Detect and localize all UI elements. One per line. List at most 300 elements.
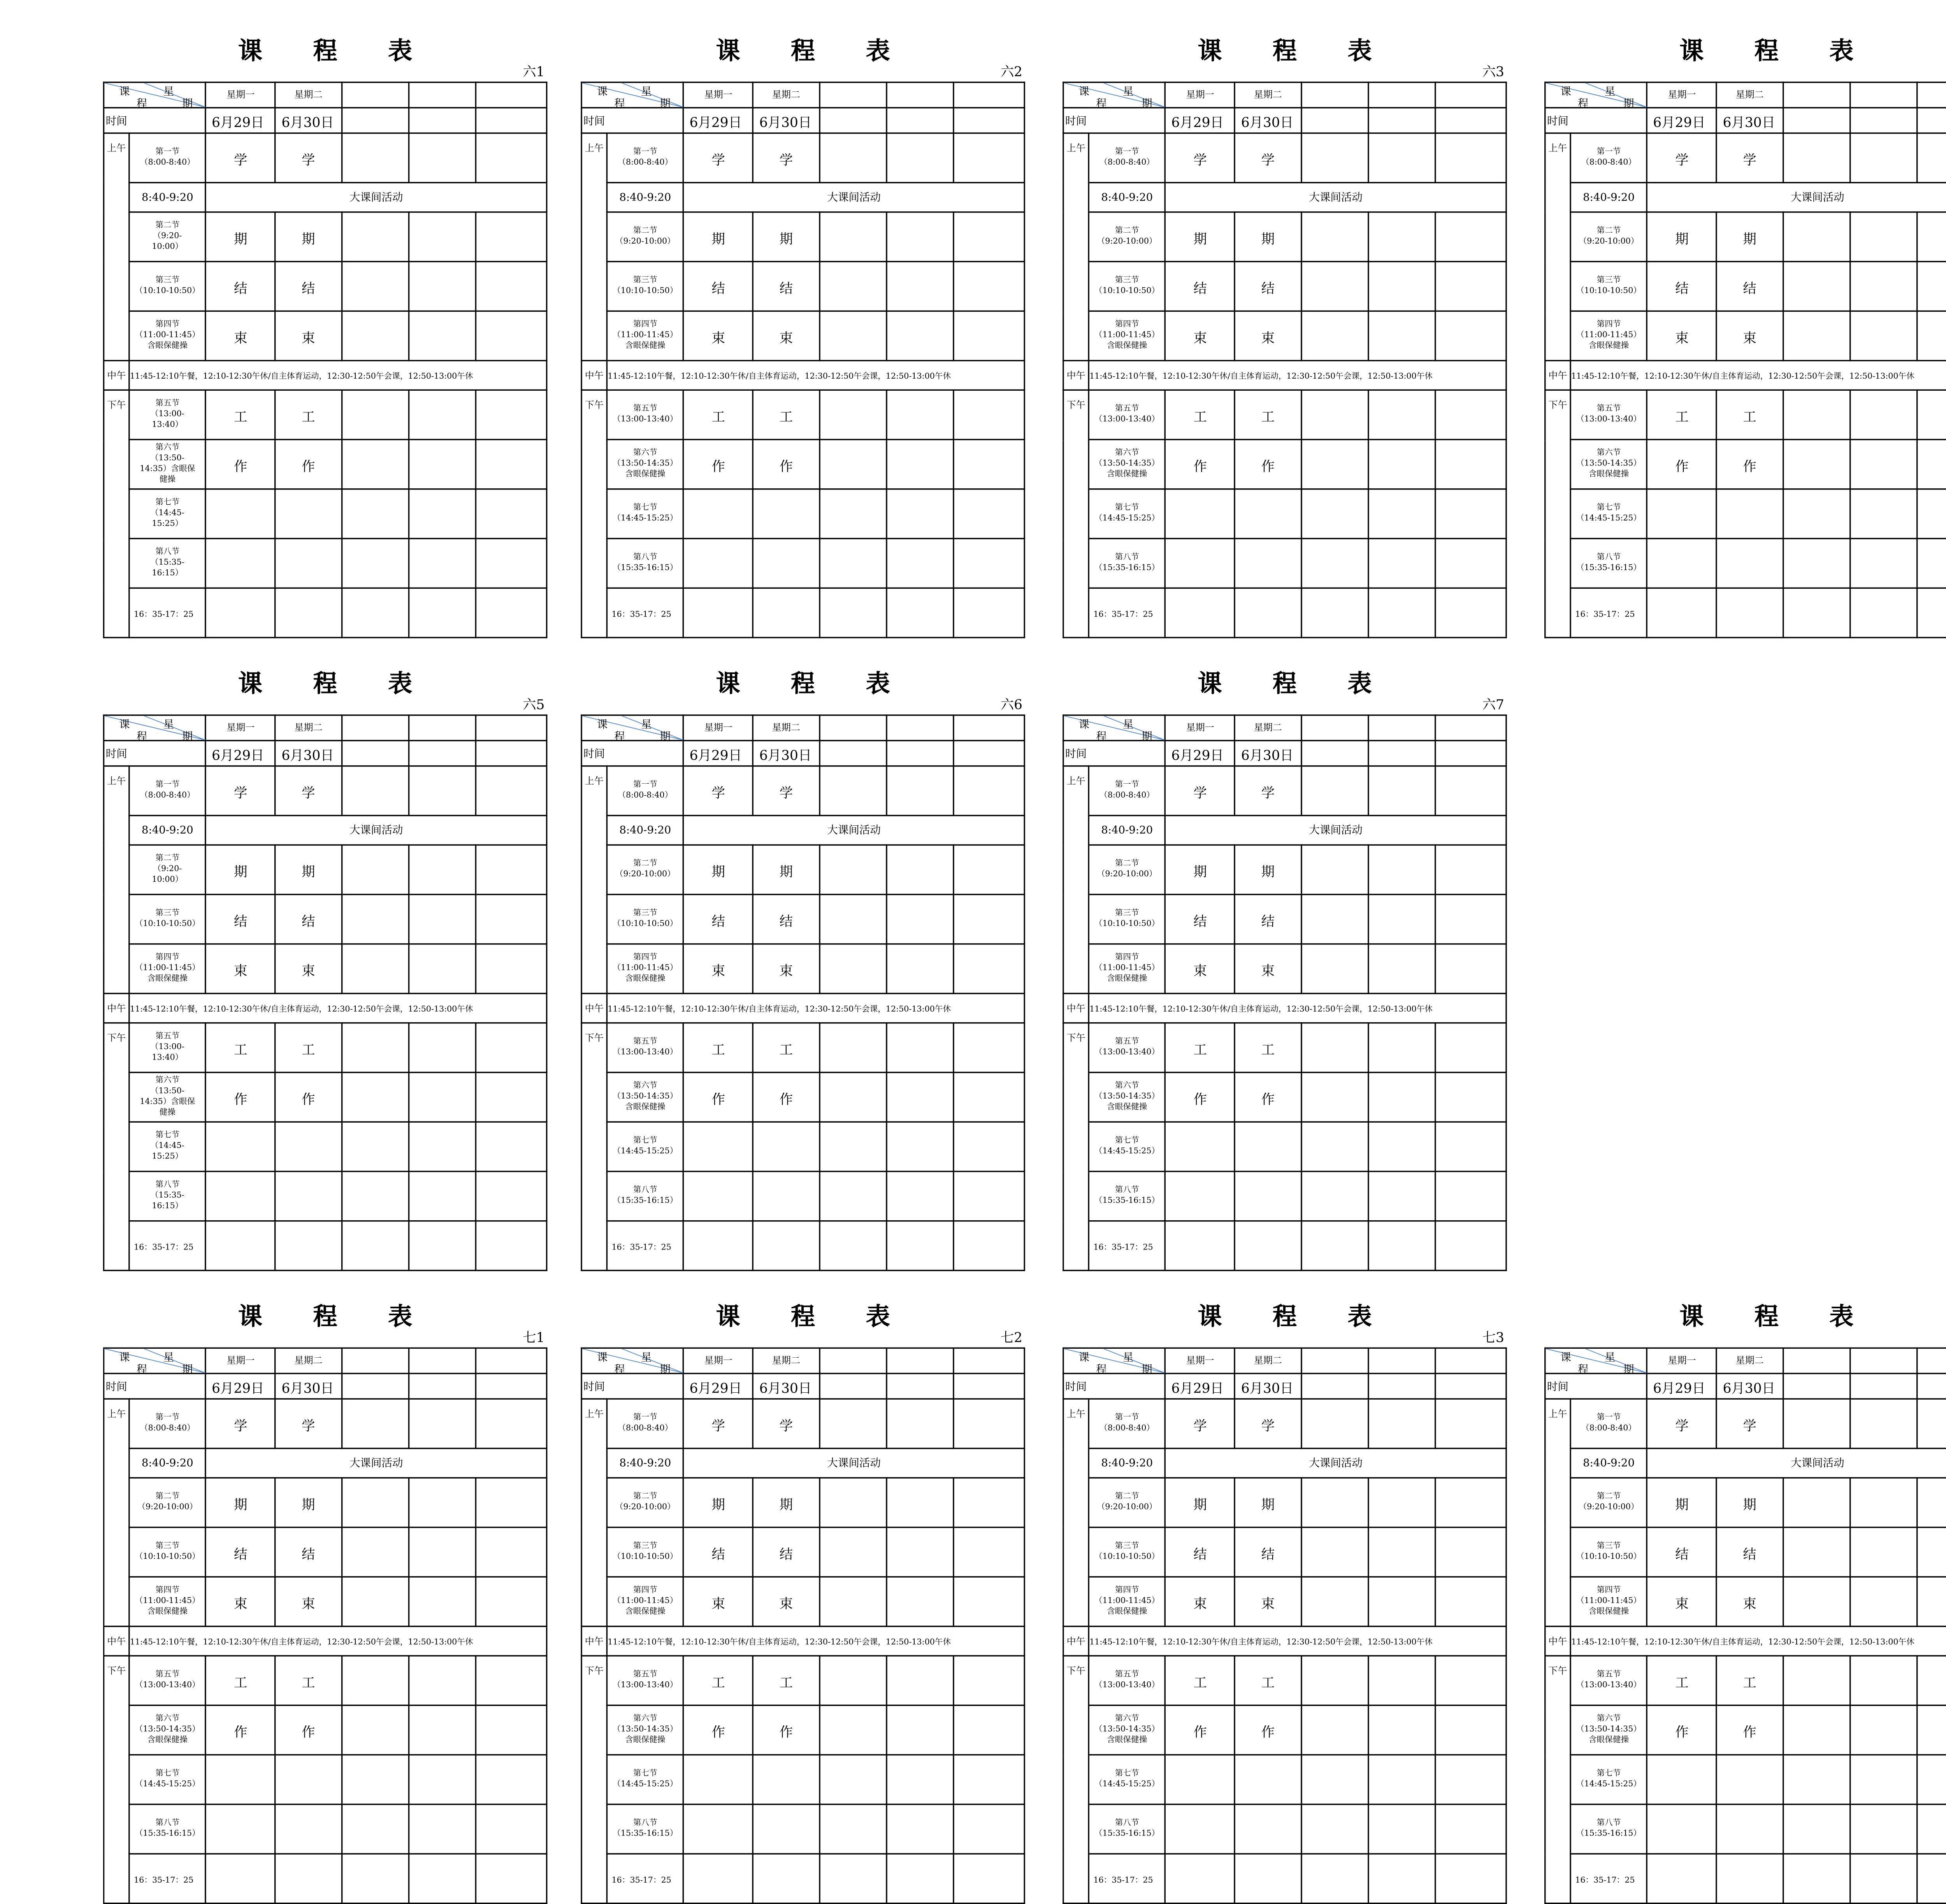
after-school-row: [104, 588, 546, 637]
mark-cell: 结: [1165, 261, 1235, 311]
empty-cell: [953, 766, 1024, 816]
day-header-3: [1850, 82, 1917, 107]
corner-qi: 期: [182, 730, 193, 743]
empty-cell: [341, 1171, 408, 1221]
empty-cell: [476, 766, 547, 816]
time-label: 时间: [104, 1374, 205, 1399]
afternoon-side-label: 下午: [1063, 1656, 1089, 1903]
empty-cell: [341, 766, 408, 816]
empty-cell: [476, 1023, 547, 1072]
mark-cell: 结: [1647, 1527, 1717, 1577]
break-time: 8:40-9:20: [1089, 1448, 1165, 1478]
empty-cell: [1368, 895, 1435, 944]
lesson-label-p2: 第二节 （9:20- 10:00）: [129, 845, 206, 894]
class-code: 七3: [1482, 1331, 1504, 1346]
date-cell-4: [953, 1374, 1024, 1399]
empty-cell: [886, 1122, 953, 1171]
mark-cell: 作: [1165, 1705, 1235, 1755]
corner-xing: 星: [163, 86, 174, 98]
date-cell-2: [341, 108, 408, 133]
empty-cell: [341, 1804, 408, 1854]
empty-cell: [341, 261, 408, 311]
mark-cell: 工: [1165, 390, 1235, 439]
lesson-row-p4: [1063, 1577, 1506, 1626]
mark-cell: 学: [206, 766, 276, 816]
empty-cell: [886, 944, 953, 993]
empty-cell: [886, 261, 953, 311]
schedule-title: 课程表: [1198, 670, 1423, 698]
header-days-row: [581, 1348, 1024, 1373]
lesson-label-p8: 第八节 （15:35-16:15）: [607, 1804, 684, 1854]
lesson-label-p4: 第四节 （11:00-11:45） 含眼保健操: [129, 1577, 206, 1626]
empty-cell: [953, 1527, 1024, 1577]
lesson-label-p5: 第五节 （13:00- 13:40）: [129, 390, 206, 439]
noon-side-label: 中午: [1063, 993, 1089, 1023]
mark-cell: 学: [276, 766, 341, 816]
lesson-label-p7: 第七节 （14:45-15:25）: [607, 1755, 684, 1804]
mark-cell: 学: [1165, 1399, 1235, 1448]
lesson-label-p2: 第二节 （9:20-10:00）: [1570, 212, 1647, 261]
empty-cell: [276, 539, 341, 588]
schedule-title: 课程表: [716, 670, 941, 698]
empty-cell: [683, 489, 753, 539]
lesson-row-p1: [581, 766, 1024, 816]
lesson-label-p1: 第一节 （8:00-8:40）: [1570, 1399, 1647, 1448]
empty-cell: [408, 539, 475, 588]
empty-cell: [1435, 489, 1506, 539]
lesson-row-p5: [1063, 1656, 1506, 1705]
day-header-0: 星期一: [683, 1348, 753, 1373]
timetable-grid: [1063, 1348, 1507, 1904]
lesson-label-p5: 第五节 （13:00-13:40）: [1570, 390, 1647, 439]
lesson-row-p4: [1545, 311, 1946, 360]
timetable-grid: [103, 1348, 548, 1904]
lesson-label-p4: 第四节 （11:00-11:45） 含眼保健操: [607, 311, 684, 360]
empty-cell: [886, 133, 953, 183]
lesson-label-p3: 第三节 （10:10-10:50）: [607, 895, 684, 944]
lesson-row-p7: [104, 489, 546, 539]
empty-cell: [1368, 1478, 1435, 1527]
date-cell-0: 6月29日: [1647, 108, 1717, 133]
mark-cell: 作: [206, 1705, 276, 1755]
empty-cell: [1435, 588, 1506, 637]
empty-cell: [408, 588, 475, 637]
lesson-row-p5: [1545, 390, 1946, 439]
mark-cell: 期: [683, 1478, 753, 1527]
lesson-row-p4: [104, 1577, 546, 1626]
corner-ke: 课: [119, 718, 130, 731]
lesson-row-p4: [104, 944, 546, 993]
mark-cell: 期: [683, 845, 753, 894]
empty-cell: [1717, 588, 1783, 637]
mark-cell: 工: [1717, 390, 1783, 439]
empty-cell: [408, 440, 475, 489]
date-cell-3: [1850, 108, 1917, 133]
empty-cell: [1717, 1755, 1783, 1804]
header-corner: [104, 1348, 205, 1376]
empty-cell: [476, 440, 547, 489]
date-cell-1: 6月30日: [1717, 108, 1783, 133]
noon-side-label: 中午: [104, 993, 129, 1023]
mark-cell: 期: [1165, 1478, 1235, 1527]
date-cell-3: [1850, 1374, 1917, 1399]
date-cell-4: [1917, 1374, 1946, 1399]
class-code: 七2: [1000, 1331, 1023, 1346]
empty-cell: [953, 489, 1024, 539]
lesson-label-p7: 第七节 （14:45-15:25）: [1089, 1755, 1165, 1804]
empty-cell: [886, 440, 953, 489]
mark-cell: 期: [1165, 212, 1235, 261]
break-time: 8:40-9:20: [129, 816, 206, 845]
mark-cell: 作: [1165, 440, 1235, 489]
mark-cell: 期: [276, 845, 341, 894]
mark-cell: 学: [276, 1399, 341, 1448]
empty-cell: [886, 212, 953, 261]
empty-cell: [1917, 261, 1946, 311]
noon-schedule-text: 11:45-12:10午餐，12:10-12:30午休/自主体育运动，12:30-12:50午会课，12:50-13:00午休: [607, 993, 1025, 1023]
empty-cell: [886, 1171, 953, 1221]
empty-cell: [753, 1221, 819, 1271]
morning-side-label: 上午: [104, 133, 129, 361]
schedule-clip: [103, 1297, 548, 1885]
empty-cell: [1783, 588, 1849, 637]
mark-cell: 结: [1647, 261, 1717, 311]
class-code: 六2: [1000, 65, 1023, 81]
empty-cell: [1435, 1122, 1506, 1171]
empty-cell: [819, 440, 886, 489]
mark-cell: 学: [683, 133, 753, 183]
date-cell-2: [1301, 108, 1368, 133]
header-dates-row: [104, 108, 546, 133]
empty-cell: [1165, 539, 1235, 588]
break-activity: 大课间活动: [683, 183, 1024, 212]
afternoon-side-label: 下午: [1063, 390, 1089, 637]
mark-cell: 期: [753, 1478, 819, 1527]
empty-cell: [886, 895, 953, 944]
date-cell-3: [408, 741, 475, 766]
lesson-label-p8: 第八节 （15:35-16:15）: [1570, 539, 1647, 588]
empty-cell: [341, 944, 408, 993]
mark-cell: 学: [1717, 1399, 1783, 1448]
lesson-label-p2: 第二节 （9:20-10:00）: [607, 212, 684, 261]
lesson-label-p1: 第一节 （8:00-8:40）: [129, 133, 206, 183]
lesson-row-p2: [104, 845, 546, 894]
empty-cell: [206, 588, 276, 637]
morning-side-label: 上午: [581, 133, 607, 361]
break-row: [1063, 816, 1506, 845]
empty-cell: [1917, 588, 1946, 637]
empty-cell: [886, 1656, 953, 1705]
empty-cell: [753, 539, 819, 588]
corner-xing: 星: [641, 718, 652, 731]
empty-cell: [1368, 1656, 1435, 1705]
corner-cheng: 程: [136, 98, 148, 110]
date-cell-0: 6月29日: [1165, 741, 1235, 766]
empty-cell: [886, 1399, 953, 1448]
empty-cell: [408, 261, 475, 311]
empty-cell: [476, 1072, 547, 1122]
lesson-label-p6: 第六节 （13:50-14:35） 含眼保健操: [607, 440, 684, 489]
noon-side-label: 中午: [581, 993, 607, 1023]
empty-cell: [1850, 539, 1917, 588]
mark-cell: 学: [206, 1399, 276, 1448]
noon-row: [1063, 993, 1506, 1023]
date-cell-3: [886, 108, 953, 133]
date-cell-4: [1917, 108, 1946, 133]
mark-cell: 工: [753, 1656, 819, 1705]
empty-cell: [819, 1478, 886, 1527]
empty-cell: [341, 1527, 408, 1577]
empty-cell: [953, 895, 1024, 944]
empty-cell: [1717, 539, 1783, 588]
mark-cell: 作: [206, 440, 276, 489]
schedule-title: 课程表: [1679, 37, 1904, 66]
empty-cell: [753, 1171, 819, 1221]
date-cell-3: [1368, 108, 1435, 133]
empty-cell: [1368, 212, 1435, 261]
lesson-row-p7: [1063, 1755, 1506, 1804]
lesson-row-p7: [1063, 1122, 1506, 1171]
lesson-label-p3: 第三节 （10:10-10:50）: [607, 261, 684, 311]
corner-xing: 星: [163, 1351, 174, 1364]
day-header-1: 星期二: [753, 82, 819, 107]
mark-cell: 束: [276, 311, 341, 360]
empty-cell: [1850, 133, 1917, 183]
empty-cell: [1850, 1577, 1917, 1626]
lesson-row-p5: [104, 390, 546, 439]
mark-cell: 束: [1165, 311, 1235, 360]
afternoon-side-label: 下午: [1545, 390, 1570, 637]
lesson-row-p7: [581, 489, 1024, 539]
date-cell-0: 6月29日: [1165, 108, 1235, 133]
lesson-row-p5: [1063, 1023, 1506, 1072]
date-cell-2: [341, 741, 408, 766]
mark-cell: 结: [683, 1527, 753, 1577]
lesson-row-p1: [581, 1399, 1024, 1448]
empty-cell: [476, 845, 547, 894]
empty-cell: [1368, 1527, 1435, 1577]
noon-row: [1545, 1626, 1946, 1656]
lesson-row-p3: [104, 261, 546, 311]
lesson-label-p7: 第七节 （14:45-15:25）: [1089, 489, 1165, 539]
time-label: 时间: [1545, 1374, 1647, 1399]
day-header-0: 星期一: [1647, 1348, 1717, 1373]
date-cell-1: 6月30日: [753, 108, 819, 133]
noon-row: [581, 993, 1024, 1023]
empty-cell: [1368, 1577, 1435, 1626]
lesson-label-p3: 第三节 （10:10-10:50）: [1089, 895, 1165, 944]
lesson-label-p2: 第二节 （9:20- 10:00）: [129, 212, 206, 261]
break-activity: 大课间活动: [683, 1448, 1024, 1478]
mark-cell: 期: [1647, 212, 1717, 261]
mark-cell: 结: [276, 895, 341, 944]
mark-cell: 束: [1647, 1577, 1717, 1626]
empty-cell: [476, 1804, 547, 1854]
empty-cell: [819, 944, 886, 993]
mark-cell: 作: [1717, 440, 1783, 489]
lesson-label-p4: 第四节 （11:00-11:45） 含眼保健操: [129, 311, 206, 360]
lesson-label-p7: 第七节 （14:45-15:25）: [1570, 1755, 1647, 1804]
mark-cell: 束: [683, 311, 753, 360]
empty-cell: [1850, 311, 1917, 360]
lesson-label-p2: 第二节 （9:20-10:00）: [1089, 212, 1165, 261]
lesson-row-p1: [1545, 133, 1946, 183]
empty-cell: [1435, 1705, 1506, 1755]
empty-cell: [1301, 489, 1368, 539]
break-row: [1063, 1448, 1506, 1478]
empty-cell: [1435, 390, 1506, 439]
mark-cell: 结: [276, 1527, 341, 1577]
empty-cell: [1917, 311, 1946, 360]
after-school-row: [581, 1854, 1024, 1903]
corner-cheng: 程: [136, 1363, 148, 1376]
empty-cell: [1368, 133, 1435, 183]
mark-cell: 结: [1717, 1527, 1783, 1577]
empty-cell: [1435, 539, 1506, 588]
lesson-row-p4: [104, 311, 546, 360]
mark-cell: 工: [1647, 390, 1717, 439]
lesson-row-p7: [1545, 489, 1946, 539]
lesson-label-p4: 第四节 （11:00-11:45） 含眼保健操: [129, 944, 206, 993]
empty-cell: [953, 1656, 1024, 1705]
mark-cell: 学: [1235, 766, 1301, 816]
empty-cell: [408, 1854, 475, 1903]
empty-cell: [408, 1478, 475, 1527]
corner-cheng: 程: [614, 730, 625, 743]
corner-ke: 课: [119, 86, 130, 98]
mark-cell: 工: [753, 1023, 819, 1072]
lesson-label-p8: 第八节 （15:35-16:15）: [1089, 1804, 1165, 1854]
time-label: 时间: [1063, 108, 1165, 133]
corner-cheng: 程: [614, 1363, 625, 1376]
break-time: 8:40-9:20: [1089, 816, 1165, 845]
empty-cell: [1850, 588, 1917, 637]
header-corner: [1063, 82, 1165, 110]
lesson-row-p6: [581, 440, 1024, 489]
lesson-row-p3: [581, 895, 1024, 944]
lesson-label-p7: 第七节 （14:45-15:25）: [607, 489, 684, 539]
empty-cell: [1301, 895, 1368, 944]
empty-cell: [953, 588, 1024, 637]
timetable-grid: [103, 714, 548, 1271]
empty-cell: [1368, 1854, 1435, 1903]
lesson-row-p8: [581, 1804, 1024, 1854]
corner-xing: 星: [1122, 86, 1134, 98]
after-school-time: 16：35-17：25: [607, 588, 684, 637]
empty-cell: [1783, 212, 1849, 261]
day-header-1: 星期二: [276, 82, 341, 107]
lesson-row-p2: [581, 845, 1024, 894]
noon-row: [104, 1626, 546, 1656]
morning-side-label: 上午: [1545, 133, 1570, 361]
lesson-label-p6: 第六节 （13:50- 14:35）含眼保 健操: [129, 1072, 206, 1122]
header-dates-row: [104, 1374, 546, 1399]
corner-xing: 星: [641, 1351, 652, 1364]
empty-cell: [1368, 944, 1435, 993]
mark-cell: 结: [1717, 261, 1783, 311]
corner-qi: 期: [1142, 98, 1152, 110]
day-header-3: [1368, 82, 1435, 107]
lesson-label-p6: 第六节 （13:50-14:35） 含眼保健操: [1570, 1705, 1647, 1755]
lesson-label-p2: 第二节 （9:20-10:00）: [1089, 845, 1165, 894]
empty-cell: [476, 390, 547, 439]
after-school-time: 16：35-17：25: [1089, 588, 1165, 637]
empty-cell: [1917, 390, 1946, 439]
mark-cell: 束: [683, 1577, 753, 1626]
mark-cell: 作: [753, 1072, 819, 1122]
lesson-label-p7: 第七节 （14:45-15:25）: [129, 1755, 206, 1804]
empty-cell: [1435, 1023, 1506, 1072]
header-dates-row: [581, 108, 1024, 133]
class-code: 七1: [523, 1331, 545, 1346]
lesson-label-p8: 第八节 （15:35-16:15）: [129, 1804, 206, 1854]
time-label: 时间: [104, 741, 205, 766]
day-header-4: [1435, 82, 1506, 107]
class-code: 六7: [1482, 698, 1504, 713]
empty-cell: [476, 1527, 547, 1577]
empty-cell: [819, 766, 886, 816]
empty-cell: [1917, 1854, 1946, 1903]
empty-cell: [1301, 1705, 1368, 1755]
morning-side-label: 上午: [1063, 766, 1089, 994]
empty-cell: [1783, 1577, 1849, 1626]
corner-qi: 期: [660, 1363, 671, 1376]
day-header-2: [1783, 1348, 1849, 1373]
empty-cell: [1717, 489, 1783, 539]
lesson-label-p5: 第五节 （13:00-13:40）: [1089, 1656, 1165, 1705]
day-header-3: [1368, 1348, 1435, 1373]
empty-cell: [1647, 539, 1717, 588]
empty-cell: [683, 1854, 753, 1903]
empty-cell: [408, 895, 475, 944]
empty-cell: [819, 539, 886, 588]
lesson-label-p1: 第一节 （8:00-8:40）: [1089, 1399, 1165, 1448]
lesson-row-p6: [104, 1705, 546, 1755]
empty-cell: [1647, 1854, 1717, 1903]
empty-cell: [476, 489, 547, 539]
lesson-row-p3: [1545, 1527, 1946, 1577]
lesson-label-p1: 第一节 （8:00-8:40）: [1570, 133, 1647, 183]
empty-cell: [1368, 390, 1435, 439]
empty-cell: [1368, 1171, 1435, 1221]
break-activity: 大课间活动: [206, 183, 547, 212]
lesson-label-p2: 第二节 （9:20-10:00）: [607, 1478, 684, 1527]
empty-cell: [1301, 390, 1368, 439]
empty-cell: [1435, 261, 1506, 311]
lesson-row-p7: [1063, 489, 1506, 539]
empty-cell: [408, 390, 475, 439]
date-cell-4: [1435, 741, 1506, 766]
day-header-4: [953, 715, 1024, 741]
lesson-row-p2: [581, 212, 1024, 261]
empty-cell: [1301, 1122, 1368, 1171]
timetable-grid: [103, 82, 548, 638]
break-row: [1545, 183, 1946, 212]
corner-qi: 期: [182, 1363, 193, 1376]
schedule-title: 课程表: [238, 37, 463, 66]
mark-cell: 期: [276, 212, 341, 261]
empty-cell: [1850, 1527, 1917, 1577]
lesson-label-p4: 第四节 （11:00-11:45） 含眼保健操: [1089, 311, 1165, 360]
mark-cell: 作: [753, 440, 819, 489]
day-header-0: 星期一: [683, 715, 753, 741]
header-days-row: [581, 82, 1024, 107]
lesson-label-p4: 第四节 （11:00-11:45） 含眼保健操: [607, 1577, 684, 1626]
date-cell-3: [886, 1374, 953, 1399]
empty-cell: [476, 1705, 547, 1755]
after-school-time: 16：35-17：25: [129, 588, 206, 637]
lesson-label-p6: 第六节 （13:50-14:35） 含眼保健操: [1570, 440, 1647, 489]
